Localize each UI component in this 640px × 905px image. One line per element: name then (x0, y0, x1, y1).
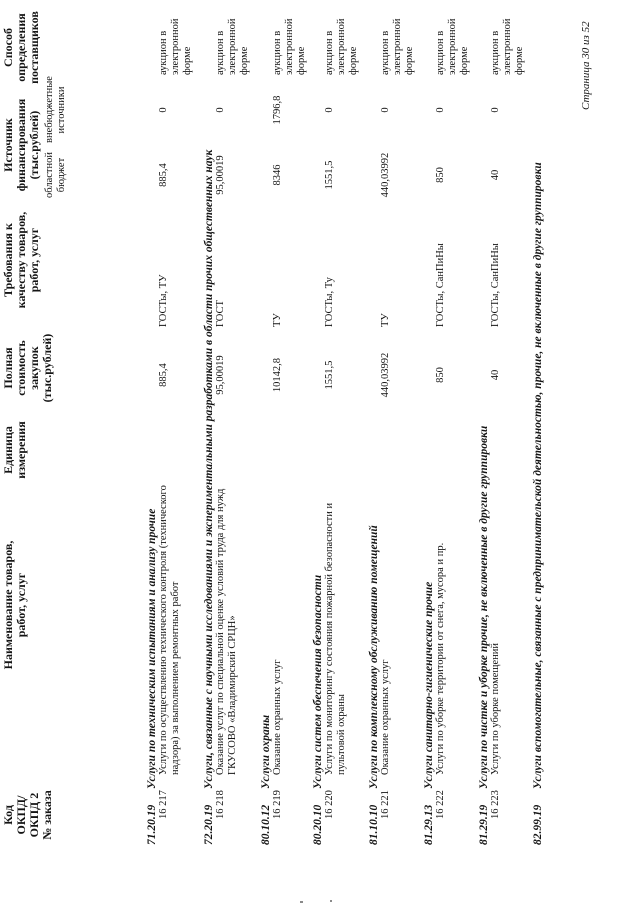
order-number: 16 221 (380, 790, 391, 819)
item-cost: 95,00019 (215, 355, 226, 395)
header-cost: Полная стоимость закупок (тыс.рублей) (1, 333, 54, 403)
section-title: Услуги вспомогательные, связанные с предпринимательской деятельностью, прочие, не включенные в другие группировки (532, 162, 544, 789)
item-budget: 1551,5 (324, 160, 335, 190)
item-name: Услуги по мониторингу состояния пожарной безопасности и пультовой охраны (324, 502, 347, 775)
item-method: аукцион в электронной форме (435, 18, 470, 75)
item-cost: 40 (490, 369, 501, 381)
item-cost: 10142,8 (272, 357, 283, 393)
item-req: ГОСТы, СанПиНы (435, 243, 446, 327)
section-title: Услуги, связанные с научными исследованиями и экспериментальными разработками в области прочих общественных наук (203, 149, 215, 789)
item-req: ГОСТы, ТУ (158, 274, 169, 327)
header-code: Код ОКПД/ ОКПД 2 № заказа (1, 790, 54, 840)
item-extra: 1796,8 (272, 95, 283, 125)
section-title: Услуги по техническим испытаниям и анализу прочие (146, 508, 158, 789)
section-title: Услуги по чистке и уборке прочие, не включенные в другие группировки (478, 425, 490, 789)
item-name: Услуги по уборке территории от снега, мусора и пр. (435, 542, 446, 775)
item-method: аукцион в электронной форме (272, 18, 307, 75)
scan-artifact (330, 900, 332, 902)
header-unit: Единица измерения (1, 421, 28, 479)
item-budget: 95,00019 (215, 155, 226, 195)
section-title: Услуги по комплексному обслуживанию помещений (368, 525, 380, 789)
section-title: Услуги санитарно-гигиенические прочие (423, 581, 435, 789)
item-extra: 0 (324, 107, 335, 113)
order-number: 16 223 (490, 790, 501, 819)
section-code: 80.20.10 (312, 804, 324, 845)
section-title: Услуги систем обеспечения безопасности (312, 574, 324, 789)
item-method: аукцион в электронной форме (490, 18, 525, 75)
item-req: ГОСТы, СанПиНы (490, 243, 501, 327)
item-extra: 0 (490, 107, 501, 113)
item-budget: 8346 (272, 164, 283, 186)
order-number: 16 219 (272, 790, 283, 819)
item-cost: 440,03992 (380, 352, 391, 398)
section-code: 71.20.19 (146, 804, 158, 845)
section-code: 80.10.12 (260, 804, 272, 845)
item-req: ТУ (380, 313, 391, 327)
section-code: 81.29.13 (423, 804, 435, 845)
item-method: аукцион в электронной форме (158, 18, 193, 75)
item-method: аукцион в электронной форме (324, 18, 359, 75)
section-code: 81.29.19 (478, 804, 490, 845)
item-cost: 1551,5 (324, 360, 335, 390)
scan-artifact (300, 901, 303, 903)
header-budget: областной бюджет (44, 152, 67, 198)
item-name: Услуги по уборке помещений (490, 642, 501, 775)
item-extra: 0 (380, 107, 391, 113)
header-requirements: Требования к качеству товаров, работ, услуг (1, 211, 41, 309)
order-number: 16 218 (215, 790, 226, 819)
item-method: аукцион в электронной форме (215, 18, 250, 75)
page-number: Страница 30 из 52 (580, 21, 592, 110)
item-name: Оказание охранных услуг (272, 659, 283, 775)
item-budget: 440,03992 (380, 152, 391, 198)
item-req: ГОСТы, Ту (324, 277, 335, 327)
header-extrabudget: внебюджетные источники (44, 76, 67, 143)
section-code: 72.20.19 (203, 804, 215, 845)
section-title: Услуги охраны (260, 714, 272, 789)
item-name: Оказание охранных услуг (380, 659, 391, 775)
header-source: Источник финансирования (тыс.рублей) (1, 98, 41, 192)
item-req: ГОСТ (215, 300, 226, 327)
item-cost: 885,4 (158, 363, 169, 387)
item-budget: 850 (435, 167, 446, 183)
header-method: Способ определения поставщиков (1, 11, 41, 84)
item-extra: 0 (158, 107, 169, 113)
item-extra: 0 (215, 107, 226, 113)
item-budget: 40 (490, 169, 501, 181)
section-code: 82.99.19 (532, 804, 544, 845)
item-name: Оказание услуг по специальной оценке условий труда для нужд ГКУСОВО «Владимирский СРЦН» (215, 488, 238, 775)
item-budget: 885,4 (158, 163, 169, 187)
order-number: 16 217 (158, 790, 169, 819)
item-method: аукцион в электронной форме (380, 18, 415, 75)
order-number: 16 222 (435, 790, 446, 819)
header-name: Наименование товаров, работ, услуг (1, 540, 28, 670)
item-extra: 0 (435, 107, 446, 113)
item-name: Услуги по осуществлению технического контроля (технического надзора) за выполнением ремонтных работ (158, 485, 181, 775)
item-req: ТУ (272, 313, 283, 327)
section-code: 81.10.10 (368, 804, 380, 845)
item-cost: 850 (435, 367, 446, 383)
order-number: 16 220 (324, 790, 335, 819)
